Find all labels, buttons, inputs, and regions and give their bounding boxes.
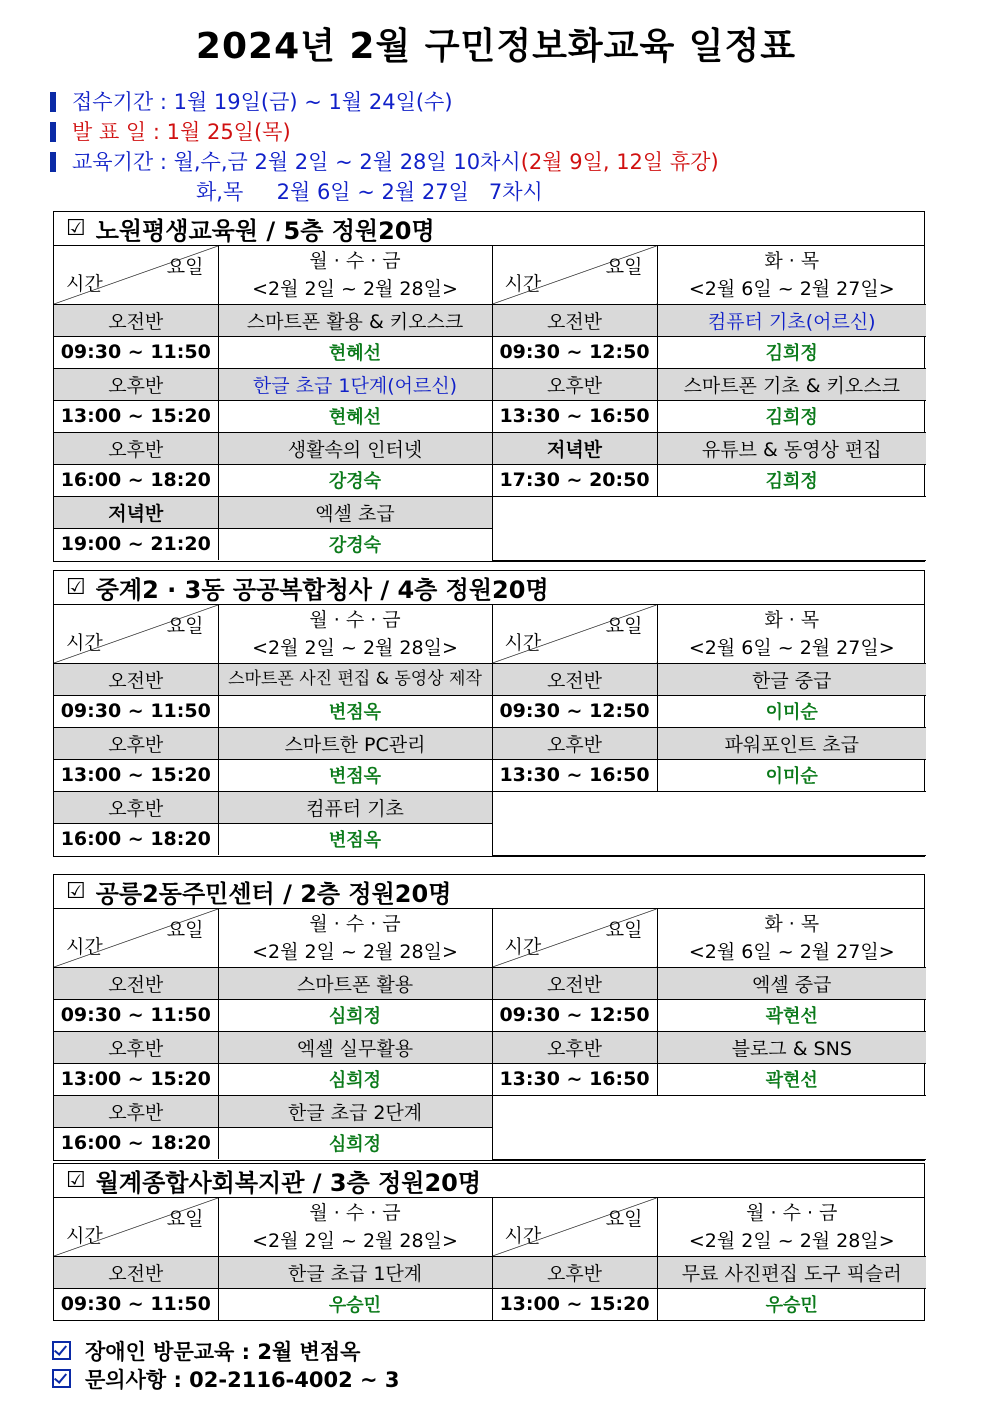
left-days: 월 · 수 · 금 (309, 912, 401, 935)
session-name: 오전반 (54, 304, 218, 336)
instructor: 심희정 (218, 999, 492, 1031)
session-row (54, 727, 926, 759)
diagonal-header (54, 605, 218, 663)
right-day-header (657, 246, 926, 304)
class-time: 09:30 ~ 11:50 (54, 999, 218, 1031)
right-range: <2월 6일 ~ 2월 27일> (688, 940, 895, 963)
time-row (54, 1063, 926, 1095)
reception-value: 1월 19일(금) ~ 1월 24일(수) (173, 90, 453, 114)
section-title (54, 1164, 924, 1198)
bullet-bar (50, 122, 56, 142)
course-name: 엑셀 실무활용 (218, 1031, 492, 1063)
instructor: 심희정 (218, 1063, 492, 1095)
empty-cell (492, 791, 926, 855)
class-time: 16:00 ~ 18:20 (54, 464, 218, 496)
diagonal-header (492, 605, 657, 663)
section-3 (53, 1163, 925, 1321)
session-row (54, 304, 926, 336)
day-label: 요일 (605, 1208, 643, 1230)
reception-label: 접수기간 : (72, 90, 174, 114)
class-time: 13:00 ~ 15:20 (54, 1063, 218, 1095)
instructor: 우승민 (218, 1288, 492, 1320)
class-time: 13:00 ~ 15:20 (54, 759, 218, 791)
session-name: 오후반 (54, 1095, 218, 1127)
course-name: 한글 초급 2단계 (218, 1095, 492, 1127)
class-time: 09:30 ~ 12:50 (492, 336, 657, 368)
session-name: 오후반 (54, 432, 218, 464)
right-days: 화 · 목 (764, 912, 820, 935)
time-label: 시간 (504, 935, 542, 958)
class-time: 13:30 ~ 16:50 (492, 759, 657, 791)
diagonal-header (54, 909, 218, 967)
course-name: 스마트폰 사진 편집 & 동영상 제작 (218, 663, 492, 695)
day-label: 요일 (166, 256, 204, 278)
diagonal-header (54, 1198, 218, 1256)
instructor: 변점옥 (218, 759, 492, 791)
course-name: 컴퓨터 기초 (218, 791, 492, 823)
day-label: 요일 (605, 256, 643, 278)
class-time: 17:30 ~ 20:50 (492, 464, 657, 496)
section-title-text: 중계2 · 3동 공공복합청사 / 4층 정원20명 (95, 576, 549, 604)
instructor: 곽현선 (657, 1063, 926, 1095)
bullet-bar (50, 152, 56, 172)
instructor: 현혜선 (218, 400, 492, 432)
visit-text: 장애인 방문교육 : 2월 변점옥 (85, 1340, 361, 1364)
course-name: 유튜브 & 동영상 편집 (657, 432, 926, 464)
schedule-table (54, 909, 926, 1160)
session-name: 오전반 (54, 663, 218, 695)
contact-text: 문의사항 : 02-2116-4002 ~ 3 (85, 1368, 400, 1392)
session-row (54, 663, 926, 695)
day-label: 요일 (166, 615, 204, 637)
section-title (54, 571, 924, 605)
session-row (54, 1031, 926, 1063)
time-label: 시간 (504, 272, 542, 295)
day-label: 요일 (166, 1208, 204, 1230)
right-days: 화 · 목 (764, 249, 820, 272)
diagonal-header (492, 909, 657, 967)
time-label: 시간 (504, 631, 542, 654)
right-day-header (657, 605, 926, 663)
left-days: 월 · 수 · 금 (309, 1201, 401, 1224)
session-row (54, 1256, 926, 1288)
left-day-header (218, 1198, 492, 1256)
schedule-table (54, 1198, 926, 1320)
schedule-table (54, 605, 926, 856)
left-days: 월 · 수 · 금 (309, 249, 401, 272)
period-holiday: (2월 9일, 12일 휴강) (520, 150, 719, 174)
instructor: 심희정 (218, 1127, 492, 1159)
left-range: <2월 2일 ~ 2월 28일> (252, 940, 458, 963)
education-period-2 (196, 176, 543, 206)
checkbox-icon: ☑ (66, 216, 86, 241)
instructor: 김희정 (657, 464, 926, 496)
header-row (54, 605, 926, 663)
checkbox-icon (52, 1341, 71, 1360)
session-name: 오후반 (54, 1031, 218, 1063)
session-row (54, 496, 926, 528)
session-name: 오전반 (54, 967, 218, 999)
right-days: 월 · 수 · 금 (746, 1201, 838, 1224)
session-name: 오후반 (54, 368, 218, 400)
footer-visit (52, 1336, 360, 1366)
left-day-header (218, 605, 492, 663)
right-range: <2월 6일 ~ 2월 27일> (688, 636, 895, 659)
session-name: 오후반 (492, 1256, 657, 1288)
period-value-2: 화,목 2월 6일 ~ 2월 27일 7차시 (196, 180, 543, 204)
session-name: 오후반 (54, 727, 218, 759)
right-day-header (657, 909, 926, 967)
instructor: 이미순 (657, 695, 926, 727)
course-name: 컴퓨터 기초(어르신) (657, 304, 926, 336)
page-title: 2024년 2월 구민정보화교육 일정표 (195, 26, 797, 67)
course-name: 파워포인트 초급 (657, 727, 926, 759)
session-row (54, 791, 926, 823)
session-name: 오전반 (492, 663, 657, 695)
time-row (54, 400, 926, 432)
section-title-text: 공릉2동주민센터 / 2층 정원20명 (95, 880, 452, 908)
empty-cell (492, 1095, 926, 1159)
course-name: 블로그 & SNS (657, 1031, 926, 1063)
time-row (54, 464, 926, 496)
right-range: <2월 6일 ~ 2월 27일> (688, 277, 895, 300)
class-time: 16:00 ~ 18:20 (54, 823, 218, 855)
left-range: <2월 2일 ~ 2월 28일> (252, 1229, 458, 1252)
left-range: <2월 2일 ~ 2월 28일> (252, 277, 458, 300)
day-label: 요일 (166, 919, 204, 941)
course-name: 스마트폰 활용 & 키오스크 (218, 304, 492, 336)
class-time: 13:00 ~ 15:20 (492, 1288, 657, 1320)
session-name: 오전반 (492, 304, 657, 336)
instructor: 이미순 (657, 759, 926, 791)
session-name: 저녁반 (492, 432, 657, 464)
section-title-text: 월계종합사회복지관 / 3층 정원20명 (95, 1169, 482, 1197)
instructor: 김희정 (657, 336, 926, 368)
header-row (54, 246, 926, 304)
section-0 (53, 211, 925, 562)
time-label: 시간 (504, 1224, 542, 1247)
checkbox-icon: ☑ (66, 879, 86, 904)
checkbox-icon (52, 1369, 71, 1388)
class-time: 09:30 ~ 12:50 (492, 999, 657, 1031)
session-name: 오후반 (492, 1031, 657, 1063)
session-name: 오전반 (492, 967, 657, 999)
session-name: 오전반 (54, 1256, 218, 1288)
class-time: 09:30 ~ 11:50 (54, 695, 218, 727)
header-row (54, 1198, 926, 1256)
left-day-header (218, 246, 492, 304)
checkbox-icon: ☑ (66, 575, 86, 600)
session-name: 오후반 (54, 791, 218, 823)
instructor: 강경숙 (218, 528, 492, 560)
instructor: 우승민 (657, 1288, 926, 1320)
diagonal-header (54, 246, 218, 304)
section-title (54, 875, 924, 909)
session-row (54, 368, 926, 400)
time-row (54, 1288, 926, 1320)
time-label: 시간 (66, 631, 103, 654)
checkbox-icon: ☑ (66, 1168, 86, 1193)
instructor: 변점옥 (218, 823, 492, 855)
right-day-header (657, 1198, 926, 1256)
instructor: 현혜선 (218, 336, 492, 368)
reception-period (50, 86, 453, 116)
class-time: 09:30 ~ 12:50 (492, 695, 657, 727)
class-time: 13:30 ~ 16:50 (492, 1063, 657, 1095)
class-time: 13:30 ~ 16:50 (492, 400, 657, 432)
bullet-bar (50, 92, 56, 112)
left-days: 월 · 수 · 금 (309, 608, 401, 631)
session-row (54, 432, 926, 464)
section-2 (53, 874, 925, 1161)
section-title-text: 노원평생교육원 / 5층 정원20명 (95, 217, 435, 245)
section-title (54, 212, 924, 246)
course-name: 엑셀 중급 (657, 967, 926, 999)
diagonal-header (492, 1198, 657, 1256)
session-row (54, 1095, 926, 1127)
class-time: 09:30 ~ 11:50 (54, 1288, 218, 1320)
time-row (54, 695, 926, 727)
day-label: 요일 (605, 615, 643, 637)
instructor: 곽현선 (657, 999, 926, 1031)
course-name: 생활속의 인터넷 (218, 432, 492, 464)
time-row (54, 759, 926, 791)
period-value-1: 월,수,금 2월 2일 ~ 2월 28일 10차시 (173, 150, 521, 174)
course-name: 한글 중급 (657, 663, 926, 695)
class-time: 19:00 ~ 21:20 (54, 528, 218, 560)
footer-contact (52, 1364, 400, 1394)
session-name: 저녁반 (54, 496, 218, 528)
course-name: 한글 초급 1단계(어르신) (218, 368, 492, 400)
course-name: 스마트폰 기초 & 키오스크 (657, 368, 926, 400)
section-1 (53, 570, 925, 857)
class-time: 09:30 ~ 11:50 (54, 336, 218, 368)
session-name: 오후반 (492, 368, 657, 400)
session-name: 오후반 (492, 727, 657, 759)
class-time: 13:00 ~ 15:20 (54, 400, 218, 432)
period-label: 교육기간 : (72, 150, 174, 174)
header-row (54, 909, 926, 967)
empty-cell (492, 496, 926, 560)
session-row (54, 967, 926, 999)
time-row (54, 336, 926, 368)
announce-date (50, 116, 291, 146)
diagonal-header (492, 246, 657, 304)
course-name: 무료 사진편집 도구 픽슬러 (657, 1256, 926, 1288)
instructor: 강경숙 (218, 464, 492, 496)
course-name: 스마트한 PC관리 (218, 727, 492, 759)
instructor: 김희정 (657, 400, 926, 432)
left-range: <2월 2일 ~ 2월 28일> (252, 636, 458, 659)
education-period (50, 146, 719, 176)
schedule-table (54, 246, 926, 561)
course-name: 엑셀 초급 (218, 496, 492, 528)
right-range: <2월 2일 ~ 2월 28일> (688, 1229, 895, 1252)
time-label: 시간 (66, 935, 103, 958)
course-name: 스마트폰 활용 (218, 967, 492, 999)
announce-value: 1월 25일(목) (166, 120, 291, 144)
announce-label: 발 표 일 : (72, 120, 167, 144)
class-time: 16:00 ~ 18:20 (54, 1127, 218, 1159)
instructor: 변점옥 (218, 695, 492, 727)
right-days: 화 · 목 (764, 608, 820, 631)
time-row (54, 999, 926, 1031)
time-label: 시간 (66, 1224, 103, 1247)
left-day-header (218, 909, 492, 967)
time-label: 시간 (66, 272, 103, 295)
day-label: 요일 (605, 919, 643, 941)
course-name: 한글 초급 1단계 (218, 1256, 492, 1288)
